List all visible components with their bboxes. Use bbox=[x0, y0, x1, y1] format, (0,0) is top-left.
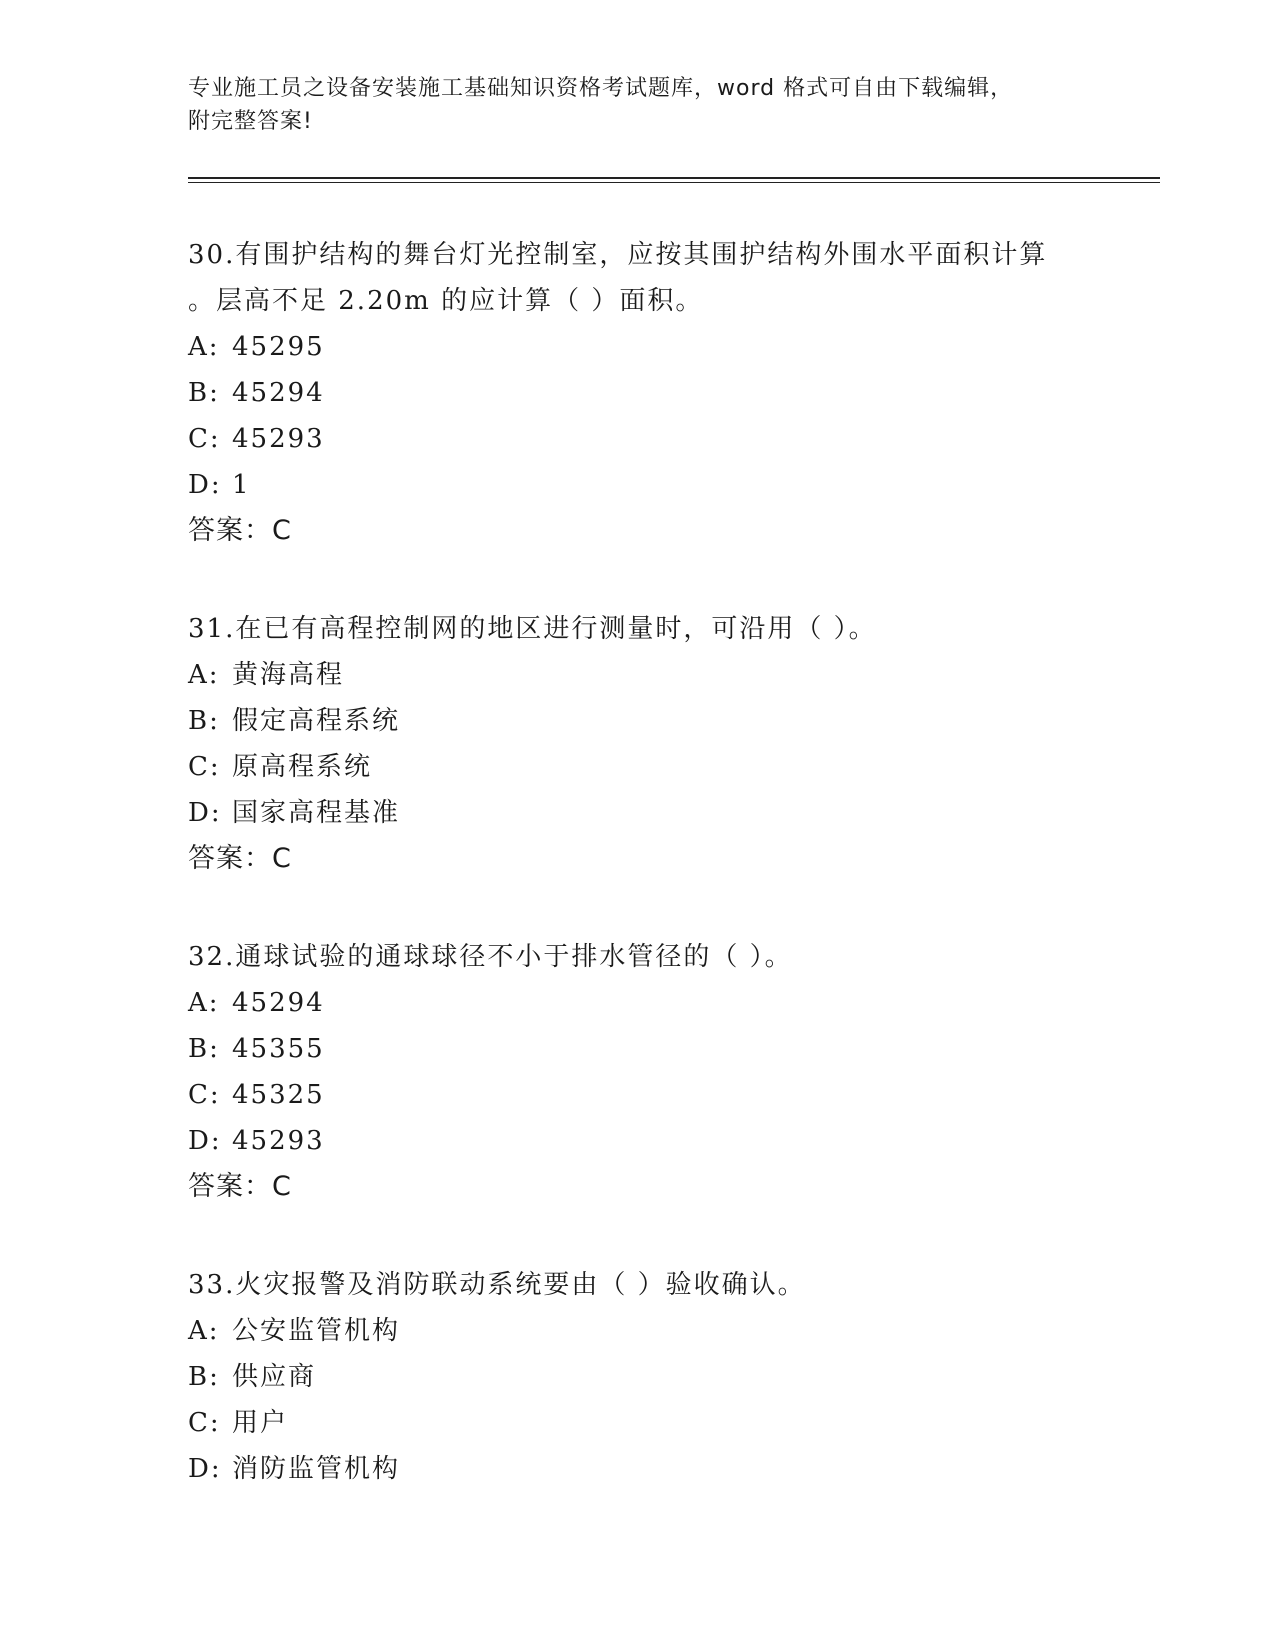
option-text: 消防监管机构 bbox=[232, 1454, 401, 1484]
option-text: 公安监管机构 bbox=[232, 1316, 401, 1346]
question-list bbox=[188, 232, 1088, 1544]
option-letter: C: bbox=[188, 752, 221, 782]
answer-label: 答案：C bbox=[188, 1171, 292, 1202]
option-a bbox=[188, 980, 1088, 1026]
option-text: 黄海高程 bbox=[232, 660, 345, 690]
question-text: 31.在已有高程控制网的地区进行测量时，可沿用（ ）。 bbox=[188, 614, 877, 644]
document-header bbox=[188, 72, 1088, 138]
option-a bbox=[188, 652, 1088, 698]
option-letter: B: bbox=[188, 706, 220, 736]
option-letter: B: bbox=[188, 1034, 220, 1064]
option-b bbox=[188, 370, 1088, 416]
option-text: 假定高程系统 bbox=[232, 706, 401, 736]
option-b bbox=[188, 1026, 1088, 1072]
option-d bbox=[188, 462, 1088, 508]
option-text: 国家高程基准 bbox=[232, 798, 401, 828]
option-a bbox=[188, 324, 1088, 370]
question-text: 33.火灾报警及消防联动系统要由（ ）验收确认。 bbox=[188, 1270, 806, 1300]
question-text-continued: 。层高不足 2.20m 的应计算（ ）面积。 bbox=[188, 286, 704, 316]
option-letter: D: bbox=[188, 1454, 222, 1484]
header-line-1: 专业施工员之设备安装施工基础知识资格考试题库，word 格式可自由下载编辑， bbox=[188, 76, 1014, 101]
option-d bbox=[188, 790, 1088, 836]
question-30 bbox=[188, 232, 1088, 554]
option-text: 45293 bbox=[232, 424, 325, 454]
header-line-2: 附完整答案! bbox=[188, 109, 313, 134]
question-text: 32.通球试验的通球球径不小于排水管径的（ ）。 bbox=[188, 942, 793, 972]
option-c bbox=[188, 1072, 1088, 1118]
option-text: 45294 bbox=[232, 378, 325, 408]
header-divider bbox=[188, 177, 1160, 183]
option-letter: C: bbox=[188, 424, 221, 454]
answer-label: 答案：C bbox=[188, 515, 292, 546]
option-letter: A: bbox=[188, 988, 220, 1018]
option-c bbox=[188, 1400, 1088, 1446]
option-text: 45325 bbox=[232, 1080, 325, 1110]
option-b bbox=[188, 1354, 1088, 1400]
option-text: 1 bbox=[232, 470, 251, 500]
option-letter: D: bbox=[188, 1126, 222, 1156]
option-c bbox=[188, 744, 1088, 790]
option-text: 45295 bbox=[232, 332, 325, 362]
option-letter: B: bbox=[188, 378, 220, 408]
option-text: 原高程系统 bbox=[232, 752, 373, 782]
question-31 bbox=[188, 606, 1088, 882]
question-33 bbox=[188, 1262, 1088, 1492]
option-letter: A: bbox=[188, 660, 220, 690]
option-d bbox=[188, 1446, 1088, 1492]
option-a bbox=[188, 1308, 1088, 1354]
option-letter: B: bbox=[188, 1362, 220, 1392]
answer-label: 答案：C bbox=[188, 843, 292, 874]
option-letter: A: bbox=[188, 332, 220, 362]
option-d bbox=[188, 1118, 1088, 1164]
option-letter: C: bbox=[188, 1080, 221, 1110]
option-text: 供应商 bbox=[232, 1362, 317, 1392]
option-c bbox=[188, 416, 1088, 462]
option-letter: C: bbox=[188, 1408, 221, 1438]
option-text: 45293 bbox=[232, 1126, 325, 1156]
option-letter: A: bbox=[188, 1316, 220, 1346]
question-text: 30.有围护结构的舞台灯光控制室，应按其围护结构外围水平面积计算 bbox=[188, 240, 1048, 270]
option-text: 45294 bbox=[232, 988, 325, 1018]
option-text: 用户 bbox=[232, 1408, 289, 1438]
option-b bbox=[188, 698, 1088, 744]
option-letter: D: bbox=[188, 470, 222, 500]
option-letter: D: bbox=[188, 798, 222, 828]
question-32 bbox=[188, 934, 1088, 1210]
option-text: 45355 bbox=[232, 1034, 325, 1064]
